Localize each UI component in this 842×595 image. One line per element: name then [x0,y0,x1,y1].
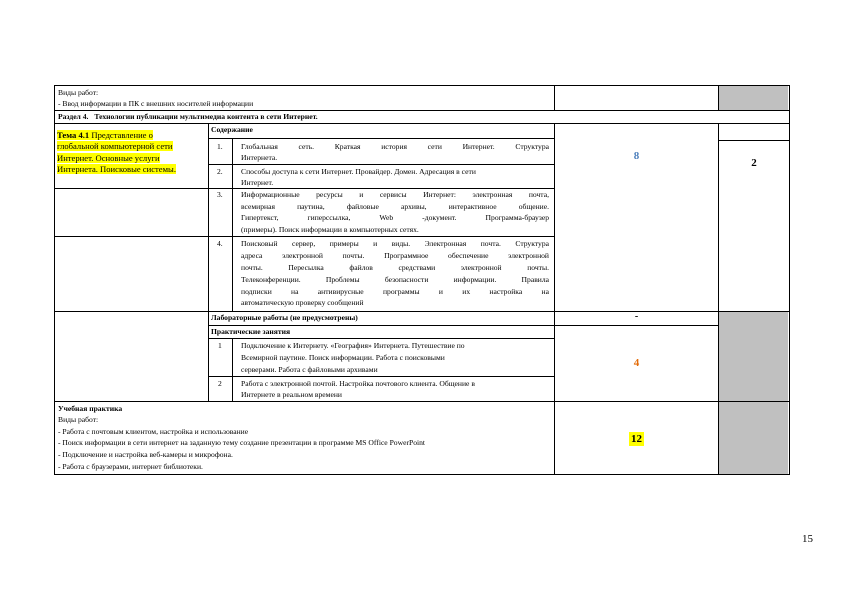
topic-line-2: глобальной компьютерной сети [57,141,173,152]
content-hours: 8 [633,150,640,162]
content-item-3-num: 3. [217,190,223,199]
content-item-4-num: 4. [217,239,223,248]
section-prefix: Раздел 4. [58,112,89,121]
content-header: Содержание [211,125,253,134]
training-line-6: - Работа с браузерами, интернет библиотеки. [58,462,203,471]
content-item-2-num: 2. [217,167,223,176]
content-item-4-line-6: автоматическую проверку сообщений [241,298,364,307]
practice-item-1-line-1: Подключение к Интернету. «География» Интернета. Путешествие по [241,341,465,350]
gray-cell-practice [718,312,788,474]
topic-label: Тема 4.1 [57,130,90,140]
training-heading: Учебная практика [58,404,123,413]
training-hours-wrap [555,429,718,447]
practice-item-1-line-2: Всемирной паутине. Поиск информации. Работа с поисковыми [241,353,445,362]
practice-item-2-line-2: Интернете в реальном времени [241,390,342,399]
gray-cell-top [718,86,788,110]
content-item-4-line-2: адреса электронной почты. Программное обеспечение электронной [241,251,549,260]
content-item-3-line-1: Информационные ресурсы и сервисы Интернет: электронная почта, [241,190,549,199]
topic-line-4: Интернета. Поисковые системы. [57,164,176,175]
content-item-3-line-4: (примеры). Поиск информации в компьютерных сетях. [241,225,419,234]
topic-line-3: Интернет. Основные услуги [57,152,160,163]
content-item-4-line-5: подписки на антивирусные программы и их настройка на [241,287,549,296]
training-hours: 12 [631,433,642,445]
content-item-1-line-1: Глобальная сеть. Краткая история сети Интернет. Структура [241,142,549,151]
training-line-3: - Работа с почтовым клиентом, настройка и использование [58,427,249,436]
practice-item-2-num: 2 [218,379,222,388]
content-item-3-line-2: всемирная паутина, файловые архивы, интерактивное общение. [241,202,549,211]
labs-text: Лабораторные работы (не предусмотрены) [211,313,358,322]
topic-line-1: Представление о [91,130,153,140]
content-item-1-num: 1. [217,142,223,151]
prev-works-item: - Ввод информации в ПК с внешних носителей информации [58,99,254,108]
content-item-2-line-2: Интернет. [241,178,274,187]
training-line-2: Виды работ: [58,415,99,424]
content-item-4-line-4: Телеконференции. Проблемы безопасности информации. Правила [241,275,549,284]
labs-hours: - [634,311,639,322]
page-number: 15 [802,533,813,545]
content-level: 2 [751,157,757,169]
section-text: Технологии публикации мультимедиа контента в сети Интернет. [94,112,318,121]
content-item-4-line-3: почты. Пересылка файлов средствами электронной почты. [241,263,549,272]
practice-item-1-num: 1 [218,341,222,350]
content-item-3-line-3: Гипертекст, гиперссылка, Web -документ. Программа-браузер [241,213,549,222]
practice-header: Практические занятия [211,327,291,336]
training-line-4: - Поиск информации в сети интернет на заданную тему создание презентации в программе MS Office PowerPoint [58,438,426,447]
practice-hours: 4 [633,357,640,369]
training-line-5: - Подключение и настройка веб-камеры и микрофона. [58,450,233,459]
content-item-4-line-1: Поисковый сервер, примеры и виды. Электронная почта. Структура [241,239,549,248]
practice-item-1-line-3: серверами. Работа с файловыми архивами [241,365,378,374]
practice-item-2-line-1: Работа с электронной почтой. Настройка почтового клиента. Общение в [241,379,475,388]
content-item-2-line-1: Способы доступа к сети Интернет. Провайдер. Домен. Адресация в сети [241,167,476,176]
content-item-1-line-2: Интернета. [241,153,278,162]
topic-label-block [57,130,207,176]
prev-works-heading: Виды работ: [58,88,99,97]
section-title [58,111,318,123]
